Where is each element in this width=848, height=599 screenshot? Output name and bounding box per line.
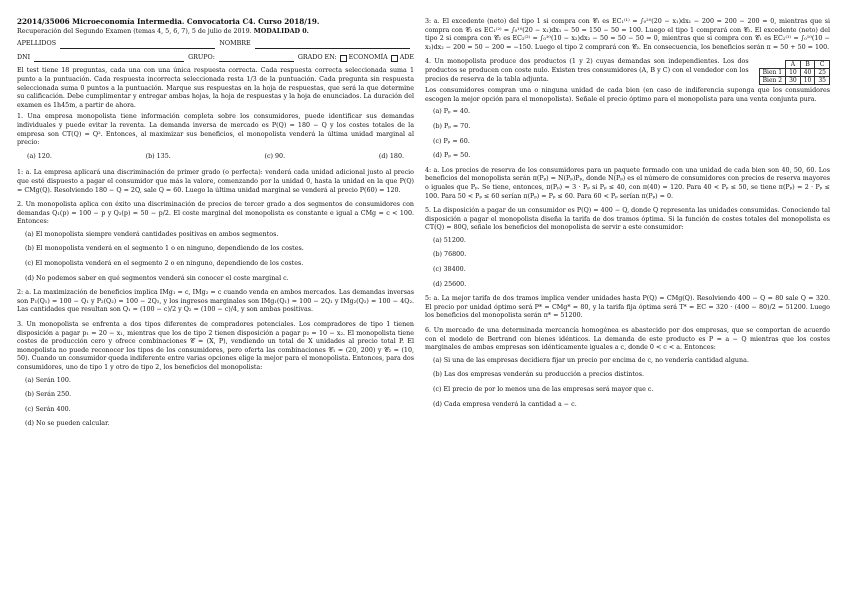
table-header-b: B — [800, 61, 815, 69]
table-row-label: Bien 2 — [759, 77, 785, 85]
q1-options — [17, 153, 414, 162]
table-cell: 25 — [815, 69, 830, 77]
answer-5: 5: a. La mejor tarifa de dos tramos implica vender unidades hasta P(Q) = CMg(Q). Resolviendo 400 − Q = 80 sale Q = 320. El precio por unidad óptimo será P* = CMg* = 80, y la tarifa fija óptima será T* = EC = 320 · (400 − 80)/2 = 51200. Luego los beneficios del monopolista serán π* = 51200. — [425, 295, 830, 320]
table-cell: 10 — [800, 77, 815, 85]
question-3: 3. Un monopolista se enfrenta a dos tipos diferentes de compradores potenciales. Los compradores de tipo 1 tienen disposición a pagar p₁ = 20 − x₁, mientras que los de tipo 2 tienen disposición a pagar p₂ = 10 − x₂. El monopolista tiene costes de producción cero y ofrece combinaciones 𝒞 = (X, P), vendiendo un total de X unidades al precio total P. El monopolista no puede reconocer los tipos de los consumidores, pero oferta las combinaciones 𝒞₁ = (20, 200) y 𝒞₂ = (10, 50). Cuando un consumidor queda indiferente entre varias opciones elige la mejor para el monopolista. Entonces, para dos consumidores, uno de tipo 1 y otro de tipo 2, los beneficios del monopolista: — [17, 321, 414, 371]
table-row-label: Bien 1 — [759, 69, 785, 77]
ade-label: ADE — [399, 53, 414, 61]
nombre-label: NOMBRE — [219, 40, 251, 48]
q2-option-a[interactable]: (a) El monopolista siempre venderá cantidades positivas en ambos segmentos. — [25, 230, 279, 238]
question-4-block — [425, 58, 830, 87]
q4-option-c[interactable]: (c) Pₚ = 60. — [433, 137, 470, 145]
dni-field[interactable] — [34, 54, 184, 62]
q4-option-d[interactable]: (d) Pₚ = 50. — [433, 152, 471, 160]
apellidos-label: APELLIDOS — [17, 40, 57, 48]
exam-modalidad: MODALIDAD 0. — [253, 27, 309, 35]
apellidos-field[interactable] — [60, 41, 215, 49]
q1-option-c[interactable]: (c) 90. — [264, 152, 286, 160]
question-6: 6. Un mercado de una determinada mercancía homogénea es abastecido por dos empresas, que se comportan de acuerdo con el modelo de Bertrand con bienes idénticos. La demanda de este producto es P = a − Q mientras que los costes marginales de ambas empresas son idénticamente iguales a c, donde 0 < c < a. Entonces: — [425, 327, 830, 352]
table-corner — [759, 61, 785, 69]
exam-subtitle — [17, 28, 414, 37]
exam-subtitle-text: Recuperación del Segundo Examen (temas 4, 5, 6, 7), 5 de julio de 2019. — [17, 27, 252, 35]
table-cell: 35 — [815, 77, 830, 85]
exam-title: 22014/35006 Microeconomía Intermedia. Convocatoria C4. Curso 2018/19. — [17, 17, 320, 26]
id-row — [17, 54, 414, 63]
question-4-cont: Los consumidores compran una o ninguna unidad de cada bien (en caso de indiferencia suponga que los consumidores escogen la mejor opción para el monopolista). Señale el precio óptimo para el monopolista para una venta conjunta pura. — [425, 87, 830, 103]
q4-option-a[interactable]: (a) Pₚ = 40. — [433, 108, 470, 116]
grupo-label: GRUPO: — [188, 53, 215, 61]
table-cell: 40 — [800, 69, 815, 77]
q5-option-d[interactable]: (d) 25600. — [433, 280, 467, 288]
table-header-c: C — [815, 61, 830, 69]
q4-option-b[interactable]: (b) Pₚ = 70. — [433, 122, 471, 130]
q2-option-b[interactable]: (b) El monopolista venderá en el segmento 1 o en ninguno, dependiendo de los costes. — [25, 245, 304, 253]
q6-option-b[interactable]: (b) Las dos empresas venderán su producción a precios distintos. — [433, 371, 644, 379]
left-column — [17, 0, 414, 435]
q1-option-d[interactable]: (d) 180. — [378, 152, 404, 160]
question-1: 1. Una empresa monopolista tiene información completa sobre los consumidores, puede identificar sus demandas individuales y puede evitar la reventa. La demanda inversa de mercado es P(Q) = 180 − Q y los costes totales de la empresa son CT(Q) = Q². Entonces, al maximizar sus beneficios, el monopolista venderá la última unidad marginal al precio: — [17, 113, 414, 147]
q1-option-b[interactable]: (b) 135. — [145, 152, 171, 160]
answer-3: 3: a. El excedente (neto) del tipo 1 si compra con 𝒞₁ es EC₁⁽¹⁾ = ∫₀²⁰(20 − x₁)dx₁ − 200 = 200 − 200 = 0, mientras que si compra con 𝒞₂ es EC₁⁽²⁾ = ∫₀¹⁰(20 − x₁)dx₁ − 50 = 150 − 50 = 100. Luego el tipo 1 comprará con 𝒞₂. El excedente (neto) del tipo 2 si compra con 𝒞₂ es EC₂⁽²⁾ = ∫₀¹⁰(10 − x₂)dx₂ − 50 = 50 − 50 = 0, mientras que si compra con 𝒞₁ es EC₂⁽¹⁾ = ∫₀¹⁰(10 − x₂)dx₂ − 200 = 50 − 200 = −150. Luego el tipo 2 comprará con 𝒞₂. En consecuencia, los beneficios serán π = 50 + 50 = 100. — [425, 18, 830, 51]
question-4: 4. Un monopolista produce dos productos (1 y 2) cuyas demandas son independientes. Los dos productos se producen con coste nulo. Existen tres consumidores (A, B y C) con el vendedor con los precios de reserva de la tabla adjunta. — [425, 58, 749, 83]
table-header-row — [759, 61, 829, 69]
ade-checkbox[interactable] — [391, 55, 398, 62]
table-row — [759, 77, 829, 85]
q3-option-d[interactable]: (d) No se pueden calcular. — [25, 420, 110, 428]
table-cell: 30 — [786, 77, 801, 85]
right-column — [425, 18, 830, 415]
economia-label: ECONOMÍA — [348, 53, 388, 61]
question-2: 2. Un monopolista aplica con éxito una discriminación de precios de tercer grado a dos segmentos de consumidores con demandas Q₁(p) = 100 − p y Q₂(p) = 50 − p/2. El coste marginal del monopolista es constante e igual a CMg = c < 100. Entonces: — [17, 201, 414, 226]
dni-label: DNI — [17, 53, 31, 61]
q6-option-d[interactable]: (d) Cada empresa venderá la cantidad a − c. — [433, 400, 577, 408]
q3-option-b[interactable]: (b) Serán 250. — [25, 391, 72, 399]
reserve-price-table — [759, 60, 830, 85]
table-cell: 10 — [786, 69, 801, 77]
q5-option-a[interactable]: (a) 51200. — [433, 236, 466, 244]
q1-option-a[interactable]: (a) 120. — [27, 152, 52, 160]
q5-option-c[interactable]: (c) 38400. — [433, 266, 466, 274]
grado-label: GRADO EN: — [297, 53, 337, 61]
economia-checkbox[interactable] — [340, 55, 347, 62]
name-row — [17, 40, 414, 49]
intro-text: El test tiene 18 preguntas, cada una con una única respuesta correcta. Cada respuesta correcta seleccionada suma 1 punto a la puntuación. Cada respuesta incorrecta seleccionada resta 1/3 de la puntuación. Cada pregunta sin respuesta seleccionada suma 0 puntos a la puntuación. Marque sus respuestas en la hoja de respuestas, que será la que determine su calificación. Debe cumplimentar y entregar ambas hojas, la hoja de respuestas y la hoja de enunciados. La duración del examen es 1h45m, a partir de ahora. — [17, 67, 414, 109]
q2-option-d[interactable]: (d) No podemos saber en qué segmentos venderá sin conocer el coste marginal c. — [25, 274, 289, 282]
q2-option-c[interactable]: (c) El monopolista venderá en el segmento 2 o en ninguno, dependiendo de los costes. — [25, 260, 304, 268]
answer-4: 4: a. Los precios de reserva de los consumidores para un paquete formado con una unidad de cada bien son 40, 50, 60. Los beneficios del monopolista serán π(Pₚ) = N(Pₚ)Pₚ, donde N(Pₚ) es el número de consumidores con precios de reserva mayores o iguales que Pₚ. Se tiene, entonces, π(Pₚ) = 3 · Pₚ si Pₚ ≤ 40, con π(40) = 120. Para 40 < Pₚ ≤ 50, se tiene π(Pₚ) = 2 · Pₚ ≤ 100. Para 50 < Pₚ ≤ 60 serían π(Pₚ) = Pₚ ≤ 60. Para 60 < Pₚ serían π(Pₚ) = 0. — [425, 166, 830, 200]
answer-1: 1: a. La empresa aplicará una discriminación de primer grado (o perfecta): venderá cada unidad adicional justo al precio que esté dispuesto a pagar el consumidor que más la valore, comenzando por la unidad 0, hasta la unidad en la que P(Q) = CMg(Q). Resolviendo 180 − Q = 2Q, sale Q = 60. Luego la última unidad marginal se venderá al precio P(60) = 120. — [17, 169, 414, 194]
grupo-field[interactable] — [219, 54, 294, 62]
q3-option-a[interactable]: (a) Serán 100. — [25, 376, 71, 384]
q6-option-a[interactable]: (a) Si una de las empresas decidiera fijar un precio por encima de c, no vendería cantidad alguna. — [433, 356, 749, 364]
nombre-field[interactable] — [255, 41, 410, 49]
q3-option-c[interactable]: (c) Serán 400. — [25, 405, 71, 413]
table-row — [759, 69, 829, 77]
q6-option-c[interactable]: (c) El precio de por lo menos una de las empresas será mayor que c. — [433, 386, 654, 393]
answer-2: 2: a. La maximización de beneficios implica IMg₁ = c, IMg₂ = c cuando venda en ambos mercados. Las demandas inversas son P₁(Q₁) = 100 − Q₁ y P₂(Q₂) = 100 − 2Q₂, y los ingresos marginales son IMg₁(Q₁) = 100 − 2Q₁ y IMg₂(Q₂) = 100 − 4Q₂. Las cantidades que resultan son Q₁ = (100 − c)/2 y Q₂ = (100 − c)/4, y son ambas positivas. — [17, 289, 414, 314]
table-header-a: A — [786, 61, 801, 69]
q5-option-b[interactable]: (b) 76800. — [433, 251, 467, 259]
question-5: 5. La disposición a pagar de un consumidor es P(Q) = 400 − Q, donde Q representa las unidades consumidas. Conociendo tal disposición a pagar el monopolista diseña la tarifa de dos tramos óptima. Si la función de costes totales del monopolista es CT(Q) = 80Q, señale los beneficios del monopolista de servir a este consumidor: — [425, 207, 830, 232]
